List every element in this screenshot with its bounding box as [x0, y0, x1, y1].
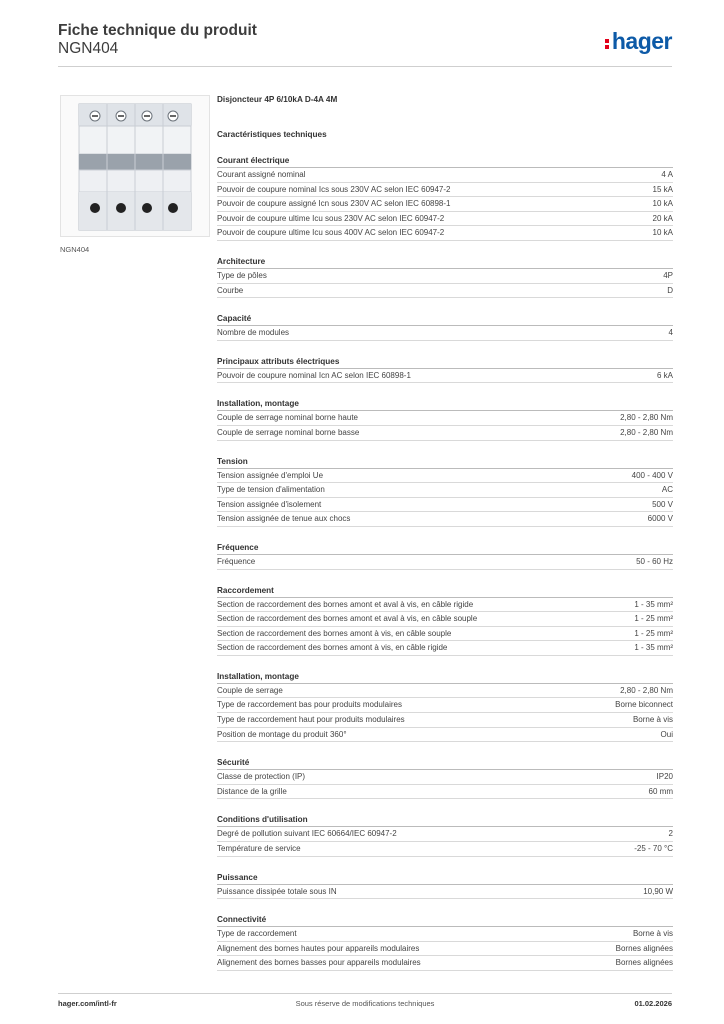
- spec-row: [217, 785, 673, 800]
- spec-section: [217, 813, 673, 856]
- product-image: [60, 95, 210, 237]
- spec-label: Couple de serrage nominal borne haute: [217, 413, 358, 423]
- spec-value: Oui: [660, 729, 673, 739]
- header-divider: [58, 66, 672, 67]
- spec-value: 2,80 - 2,80 Nm: [620, 427, 673, 437]
- spec-label: Tension assignée de tenue aux chocs: [217, 514, 351, 524]
- spec-section: [217, 312, 673, 341]
- spec-row: [217, 369, 673, 384]
- section-title: Sécurité: [217, 756, 673, 770]
- spec-label: Puissance dissipée totale sous IN: [217, 886, 337, 896]
- spec-section: [217, 154, 673, 241]
- spec-label: Pouvoir de coupure nominal Icn AC selon IEC 60898-1: [217, 370, 411, 380]
- spec-row: [217, 842, 673, 857]
- spec-section: [217, 871, 673, 900]
- spec-row: [217, 728, 673, 743]
- spec-value: Bornes alignées: [615, 943, 673, 953]
- section-title: Installation, montage: [217, 397, 673, 411]
- spec-label: Nombre de modules: [217, 328, 290, 338]
- spec-label: Température de service: [217, 844, 301, 854]
- section-title: Conditions d'utilisation: [217, 813, 673, 827]
- section-title: Puissance: [217, 871, 673, 885]
- section-title: Installation, montage: [217, 670, 673, 684]
- hager-logo: hager: [605, 28, 672, 55]
- section-title: Architecture: [217, 255, 673, 269]
- spec-label: Type de pôles: [217, 270, 267, 280]
- spec-value: AC: [661, 485, 673, 495]
- section-title: Fréquence: [217, 541, 673, 555]
- spec-row: [217, 212, 673, 227]
- spec-row: [217, 326, 673, 341]
- spec-label: Type de raccordement: [217, 929, 297, 939]
- spec-row: [217, 942, 673, 957]
- spec-value: 2,80 - 2,80 Nm: [620, 685, 673, 695]
- section-title: Principaux attributs électriques: [217, 355, 673, 369]
- spec-label: Section de raccordement des bornes amont à vis, en câble rigide: [217, 643, 448, 653]
- spec-label: Tension assignée d'emploi Ue: [217, 470, 324, 480]
- spec-label: Type de raccordement haut pour produits modulaires: [217, 715, 405, 725]
- spec-row: [217, 627, 673, 642]
- spec-row: [217, 183, 673, 198]
- spec-label: Pouvoir de coupure ultime Icu sous 230V AC selon IEC 60947-2: [217, 213, 445, 223]
- page-title: Fiche technique du produit: [58, 22, 257, 39]
- logo-colon-icon: [605, 37, 610, 51]
- page-header: [58, 22, 257, 58]
- spec-label: Classe de protection (IP): [217, 772, 306, 782]
- product-name: Disjoncteur 4P 6/10kA D-4A 4M: [217, 95, 338, 104]
- spec-value: 4 A: [661, 170, 673, 179]
- spec-section: [217, 913, 673, 971]
- footer-notice: Sous réserve de modifications techniques: [295, 999, 435, 1008]
- footer-website-link[interactable]: hager.com/intl-fr: [58, 999, 117, 1008]
- section-title: Capacité: [217, 312, 673, 326]
- spec-value: 400 - 400 V: [631, 470, 673, 480]
- spec-row: [217, 684, 673, 699]
- spec-label: Courant assigné nominal: [217, 170, 306, 179]
- spec-row: [217, 641, 673, 656]
- spec-row: [217, 598, 673, 613]
- spec-label: Type de tension d'alimentation: [217, 485, 325, 495]
- spec-row: [217, 927, 673, 942]
- spec-label: Position de montage du produit 360°: [217, 729, 347, 739]
- section-title: Raccordement: [217, 584, 673, 598]
- spec-label: Pouvoir de coupure assigné Icn sous 230V AC selon IEC 60898-1: [217, 199, 451, 209]
- spec-value: 10 kA: [652, 228, 673, 238]
- spec-value: D: [667, 285, 673, 295]
- circuit-breaker-icon: [61, 96, 209, 236]
- spec-row: [217, 698, 673, 713]
- spec-value: 60 mm: [648, 786, 673, 796]
- spec-row: [217, 770, 673, 785]
- spec-sheet: [217, 95, 673, 985]
- spec-row: [217, 956, 673, 971]
- spec-value: 6000 V: [647, 514, 673, 524]
- spec-value: 1 - 35 mm²: [634, 643, 673, 653]
- spec-value: -25 - 70 °C: [634, 844, 673, 854]
- characteristics-heading: Caractéristiques techniques: [217, 130, 327, 139]
- spec-label: Alignement des bornes hautes pour appareils modulaires: [217, 943, 420, 953]
- spec-label: Pouvoir de coupure nominal Ics sous 230V AC selon IEC 60947-2: [217, 184, 451, 194]
- spec-row: [217, 284, 673, 299]
- spec-value: Bornes alignées: [615, 958, 673, 968]
- spec-label: Degré de pollution suivant IEC 60664/IEC 60947-2: [217, 829, 397, 839]
- product-reference: NGN404: [58, 40, 119, 57]
- image-caption: NGN404: [60, 245, 90, 254]
- spec-value: 6 kA: [656, 370, 673, 380]
- footer-divider: [58, 993, 672, 994]
- spec-label: Pouvoir de coupure ultime Icu sous 400V AC selon IEC 60947-2: [217, 228, 445, 238]
- spec-row: [217, 555, 673, 570]
- spec-label: Tension assignée d'isolement: [217, 499, 322, 509]
- spec-sections: [217, 154, 673, 971]
- spec-value: 10 kA: [652, 199, 673, 209]
- spec-value: Borne biconnect: [615, 700, 673, 710]
- spec-value: Borne à vis: [632, 929, 673, 939]
- spec-value: IP20: [656, 772, 673, 782]
- spec-value: 1 - 25 mm²: [634, 614, 673, 624]
- spec-section: [217, 584, 673, 656]
- spec-label: Type de raccordement bas pour produits modulaires: [217, 700, 402, 710]
- spec-row: [217, 827, 673, 842]
- spec-row: [217, 885, 673, 900]
- spec-row: [217, 411, 673, 426]
- spec-row: [217, 612, 673, 627]
- spec-section: [217, 670, 673, 742]
- section-title: Connectivité: [217, 913, 673, 927]
- spec-label: Alignement des bornes basses pour appareils modulaires: [217, 958, 421, 968]
- spec-row: [217, 168, 673, 183]
- spec-value: 1 - 25 mm²: [634, 628, 673, 638]
- spec-section: [217, 756, 673, 799]
- spec-label: Couple de serrage nominal borne basse: [217, 427, 360, 437]
- section-title: Courant électrique: [217, 154, 673, 168]
- spec-value: 1 - 35 mm²: [634, 599, 673, 609]
- spec-row: [217, 469, 673, 484]
- spec-label: Section de raccordement des bornes amont et aval à vis, en câble souple: [217, 614, 478, 624]
- spec-label: Section de raccordement des bornes amont et aval à vis, en câble rigide: [217, 599, 474, 609]
- spec-row: [217, 197, 673, 212]
- spec-value: 4: [668, 328, 673, 338]
- spec-value: 20 kA: [652, 213, 673, 223]
- spec-section: [217, 255, 673, 298]
- spec-section: [217, 541, 673, 570]
- spec-row: [217, 426, 673, 441]
- spec-value: 2: [668, 829, 673, 839]
- spec-value: 10,90 W: [643, 886, 673, 896]
- spec-value: 500 V: [652, 499, 673, 509]
- spec-row: [217, 512, 673, 527]
- spec-section: [217, 355, 673, 384]
- spec-row: [217, 713, 673, 728]
- spec-section: [217, 455, 673, 527]
- footer-date: 01.02.2026: [634, 999, 672, 1008]
- spec-value: 50 - 60 Hz: [636, 556, 673, 566]
- section-title: Tension: [217, 455, 673, 469]
- spec-label: Courbe: [217, 285, 244, 295]
- spec-section: [217, 397, 673, 440]
- spec-row: [217, 483, 673, 498]
- spec-value: 2,80 - 2,80 Nm: [620, 413, 673, 423]
- spec-label: Section de raccordement des bornes amont à vis, en câble souple: [217, 628, 452, 638]
- spec-value: 4P: [663, 270, 673, 280]
- spec-row: [217, 269, 673, 284]
- spec-label: Fréquence: [217, 556, 256, 566]
- spec-label: Distance de la grille: [217, 786, 287, 796]
- spec-value: Borne à vis: [632, 715, 673, 725]
- spec-value: 15 kA: [652, 184, 673, 194]
- spec-label: Couple de serrage: [217, 685, 283, 695]
- spec-row: [217, 226, 673, 241]
- spec-row: [217, 498, 673, 513]
